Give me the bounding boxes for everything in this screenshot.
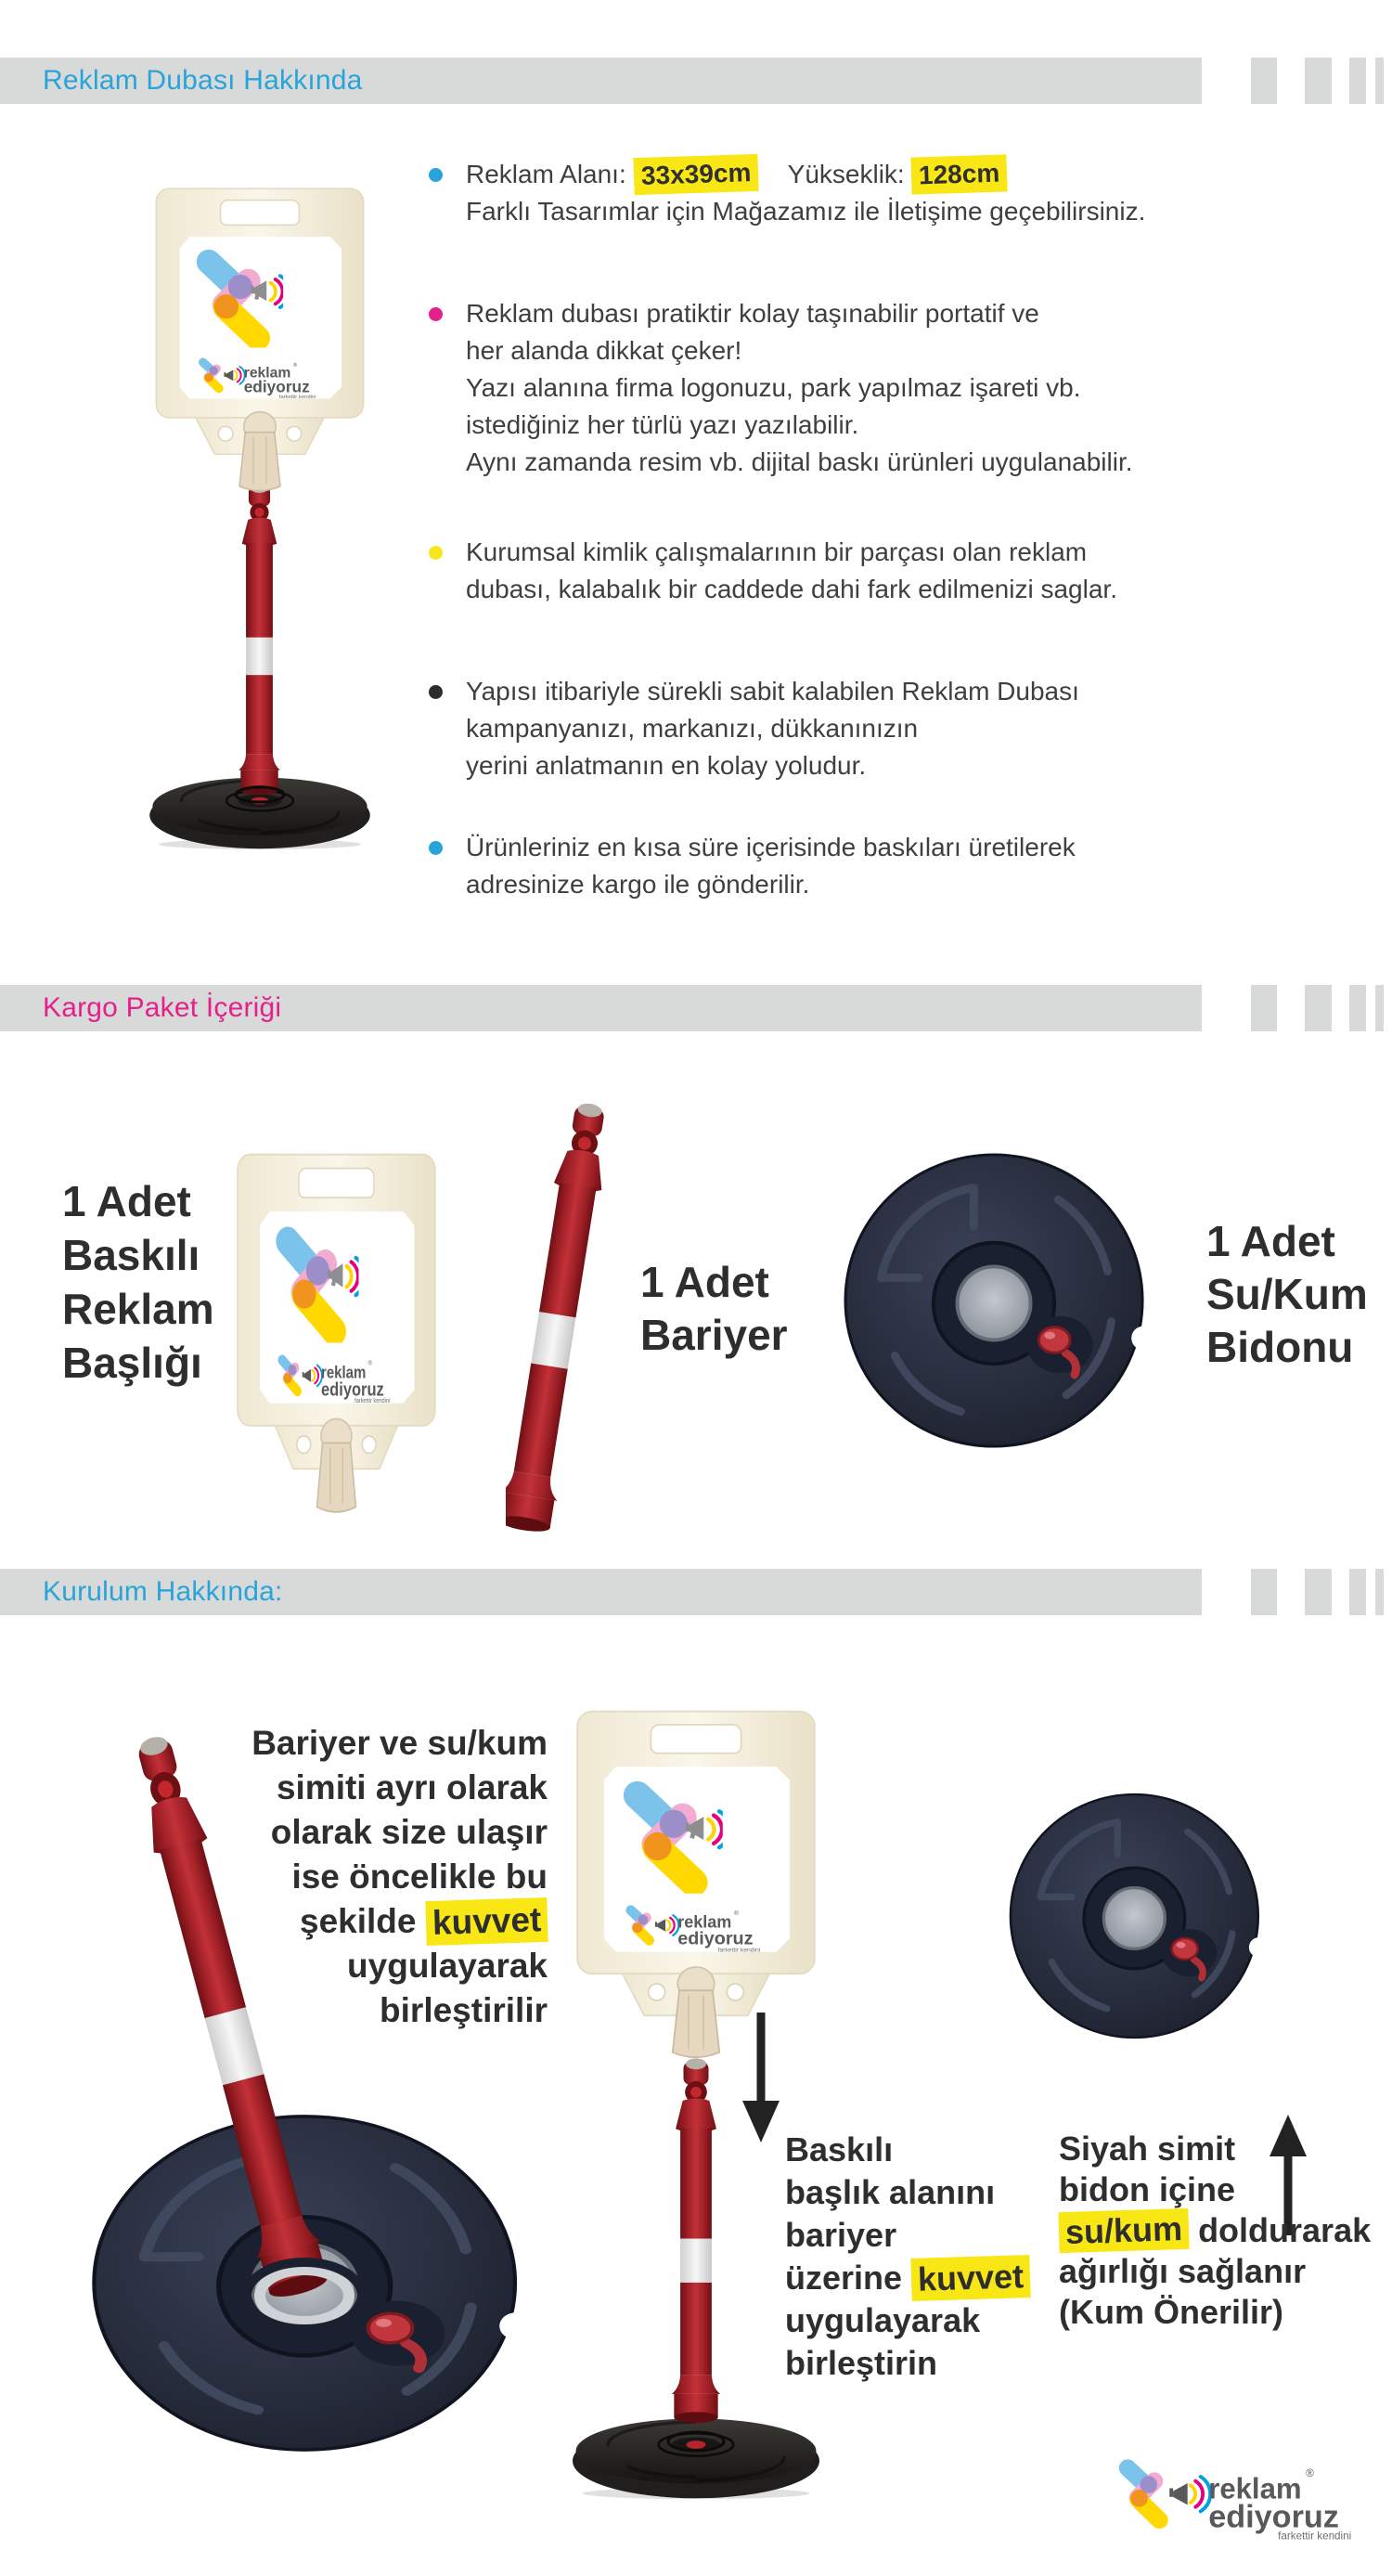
bullet-line: her alanda dikkat çeker! (466, 336, 742, 365)
bullet-line: Reklam dubası pratiktir kolay taşınabilir portatif ve (466, 299, 1039, 328)
bullet-item-practical (423, 295, 1360, 481)
label-item-barrier: 1 Adet Bariyer (640, 1258, 788, 1359)
water-sand-container-item-image (840, 1149, 1152, 1452)
install-step1-text: Bariyer ve su/kum simiti ayrı olarak olarak size ulaşır ise öncelikle bu şekilde kuvvet uygulayarak birleştirilir (251, 1724, 548, 2029)
bullet-dot (429, 307, 443, 321)
bullet-line: yerini anlatmanın en kolay yoludur. (466, 751, 867, 780)
sign-head-item-image (232, 1151, 441, 1522)
header-bar-decoration (1251, 1569, 1277, 1615)
down-arrow-icon (741, 2013, 781, 2142)
section-header-about (0, 58, 1392, 104)
bullet-item-stable (423, 673, 1360, 784)
section-title-kurulum: Kurulum Hakkında: (43, 1576, 283, 1607)
header-bar-decoration (1305, 985, 1332, 1031)
bullet-line: istediğiniz her türlü yazı yazılabilir. (466, 410, 859, 439)
header-bar-decoration (1349, 58, 1366, 104)
spec-label-area: Reklam Alanı: (466, 160, 626, 188)
label-item-sign-head: 1 Adet Baskılı Reklam Başlığı (62, 1177, 214, 1387)
bullet-line: Ürünleriniz en kısa süre içerisinde baskıları üretilerek (466, 833, 1076, 861)
section-header-kargo (0, 985, 1392, 1031)
header-bar-decoration (1251, 985, 1277, 1031)
spec-label-height: Yükseklik: (787, 160, 905, 188)
bullet-line: dubası, kalabalık bir caddede dahi fark edilmenizi saglar. (466, 575, 1117, 603)
header-bar-decoration (1305, 58, 1332, 104)
assembled-duba-image (566, 1708, 826, 2506)
label-item-container: 1 Adet Su/Kum Bidonu (1206, 1217, 1368, 1371)
product-reklam-dubasi-image (139, 186, 380, 859)
bullet-dot (429, 168, 443, 182)
bullet-item-corporate (423, 534, 1360, 608)
section-header-kurulum (0, 1569, 1392, 1615)
header-bar-decoration (1349, 985, 1366, 1031)
bullet-item-shipping (423, 829, 1360, 903)
header-bar-decoration (1305, 1569, 1332, 1615)
header-bar-decoration (1375, 58, 1384, 104)
bullet-dot (429, 841, 443, 855)
highlight-kuvvet: kuvvet (425, 1897, 548, 1946)
spec-value-height: 128cm (911, 154, 1008, 194)
header-bar-decoration (1251, 58, 1277, 104)
bullet-dot (429, 685, 443, 699)
spec-line (466, 156, 1360, 193)
bullet-line: kampanyanızı, markanızı, dükkanınızın (466, 714, 919, 743)
container-image-right (1006, 1790, 1266, 2042)
spec-line2: Farklı Tasarımlar için Mağazamız ile İletişime geçebilirsiniz. (466, 197, 1146, 226)
brand-logo (1115, 2451, 1355, 2542)
install-step3-text: Siyah simit bidon içine su/kum doldurarak ağırlığı sağlanır (Kum Önerilir) (1059, 2129, 1372, 2331)
spec-value-area: 33x39cm (633, 154, 759, 195)
bullet-line: Yapısı itibariyle sürekli sabit kalabilen Reklam Dubası (466, 677, 1079, 705)
header-bar-decoration (1375, 985, 1384, 1031)
header-bar-decoration (1349, 1569, 1366, 1615)
section-title-about: Reklam Dubası Hakkında (43, 65, 363, 96)
highlight-su-kum: su/kum (1058, 2208, 1189, 2253)
header-bar-decoration (1375, 1569, 1384, 1615)
highlight-kuvvet: kuvvet (910, 2255, 1030, 2301)
bullet-line: Aynı zamanda resim vb. dijital baskı ürünleri uygulanabilir. (466, 447, 1133, 476)
install-step2-text: Baskılı başlık alanını bariyer üzerine kuvvet uygulayarak birleştirin (785, 2129, 1030, 2385)
section-title-kargo: Kargo Paket İçeriği (43, 992, 282, 1023)
bullet-dot (429, 546, 443, 560)
bullet-item-specs (423, 156, 1360, 230)
bullet-line: adresinize kargo ile gönderilir. (466, 870, 810, 899)
bullet-line: Kurumsal kimlik çalışmalarının bir parçası olan reklam (466, 537, 1088, 566)
bullet-line: Yazı alanına firma logonuzu, park yapılmaz işareti vb. (466, 373, 1081, 402)
